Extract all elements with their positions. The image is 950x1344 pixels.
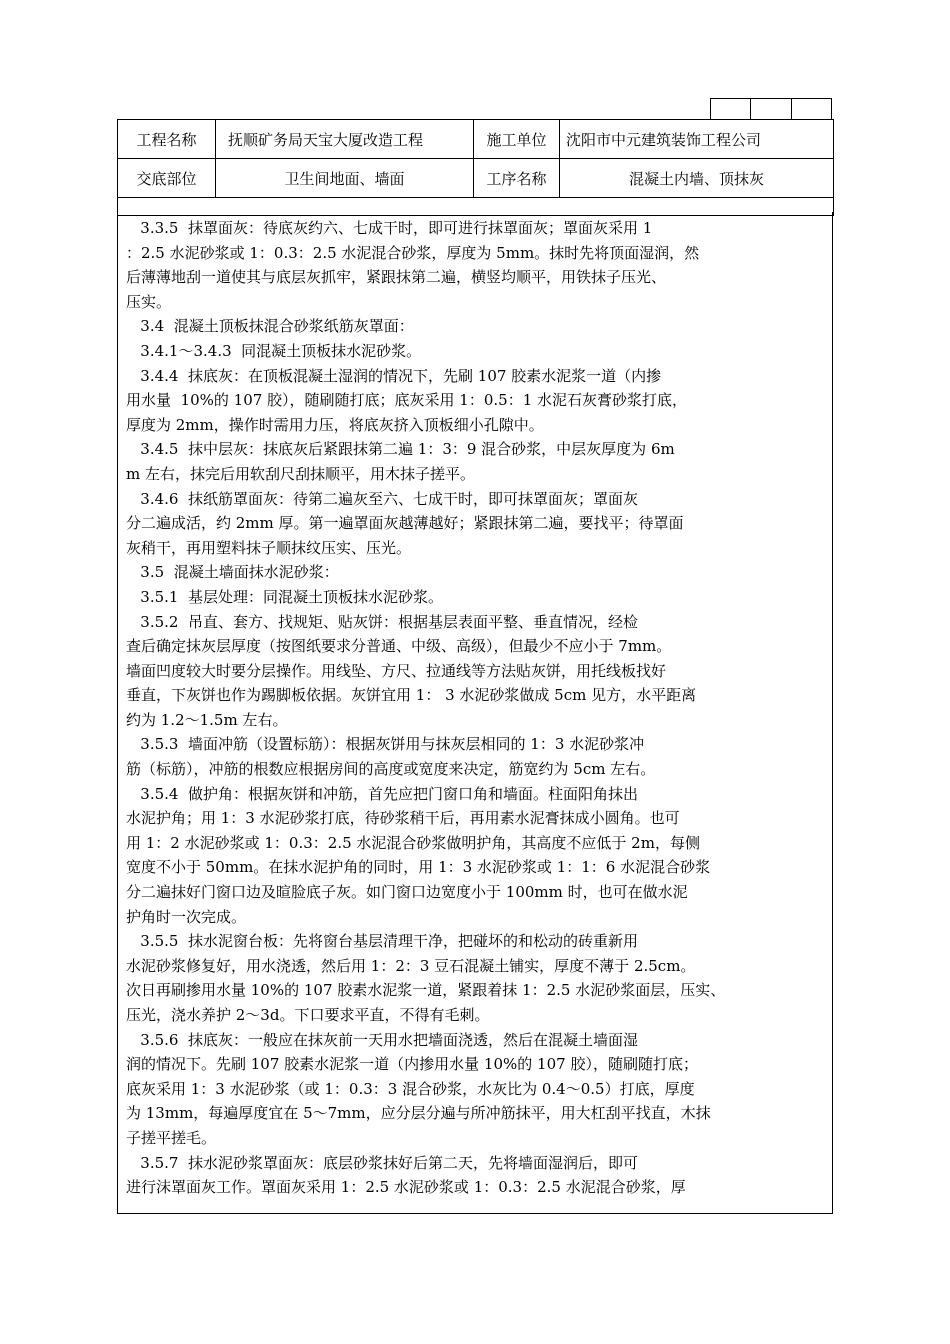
text-line: m 左右，抹完后用软刮尺刮抹顺平，用木抹子搓平。: [126, 464, 475, 483]
project-name: 抚顺矿务局天宝大厦改造工程: [216, 120, 474, 159]
text-line: 3.5.3 墙面冲筋（设置标筋）：根据灰饼用与抹灰层相同的 1：3 水泥砂浆冲: [126, 735, 645, 754]
text-line: 筋（标筋），冲筋的根数应根据房间的高度或宽度来决定，筋宽约为 5cm 左右。: [126, 760, 656, 779]
text-line: 水泥护角；用 1：3 水泥砂浆打底，待砂浆稍干后，再用素水泥膏抹成小圆角。也可: [126, 809, 680, 828]
text-line: 用水量 10%的 107 胶），随刷随打底；底灰采用 1：0.5：1 水泥石灰膏砂浆打底，: [126, 391, 688, 410]
text-line: 子搓平搓毛。: [126, 1128, 217, 1147]
text-line: 次日再刷掺用水量 10%的 107 胶素水泥浆一道，紧跟着抹 1：2.5 水泥砂浆面层，压实、: [126, 981, 726, 1000]
text-line: 3.3.5 抹罩面灰：待底灰约六、七成干时，即可进行抹罩面灰；罩面灰采用 1: [126, 219, 653, 237]
text-line: 3.4.1～3.4.3 同混凝土顶板抹水泥砂浆。: [126, 341, 422, 360]
text-line: 3.5.2 吊直、套方、找规矩、贴灰饼：根据基层表面平整、垂直情况，经检: [126, 612, 639, 631]
text-line: 压实。: [126, 292, 172, 311]
part-label: 交底部位: [118, 159, 216, 198]
text-line: 润的情况下。先刷 107 胶素水泥浆一道（内掺用水量 10%的 107 胶），随刷随打底；: [126, 1055, 698, 1074]
text-line: 水泥砂浆修复好，用水浇透，然后用 1：2：3 豆石混凝土铺实，厚度不薄于 2.5cm。: [126, 956, 696, 975]
text-line: 护角时一次完成。: [126, 907, 247, 926]
text-line: 分二遍成活，约 2mm 厚。第一遍罩面灰越薄越好；紧跟抹第二遍，要找平；待罩面: [126, 514, 684, 533]
process-label: 工序名称: [474, 159, 560, 198]
page-box: [711, 99, 750, 119]
contractor: 沈阳市中元建筑装饰工程公司: [560, 120, 834, 159]
text-line: 后薄薄地刮一道使其与底层灰抓牢，紧跟抹第二遍，横竖均顺平，用铁抹子压光、: [126, 268, 667, 287]
page-box: [791, 99, 831, 119]
text-line: 压光，浇水养护 2～3d。下口要求平直，不得有毛刺。: [126, 1006, 490, 1024]
text-line: 3.5.4 做护角：根据灰饼和冲筋，首先应把门窗口角和墙面。柱面阳角抹出: [126, 784, 639, 803]
text-line: 3.4.5 抹中层灰：抹底灰后紧跟抹第二遍 1：3：9 混合砂浆，中层灰厚度为 6m: [126, 440, 675, 459]
text-line: 厚度为 2mm，操作时需用力压，将底灰挤入顶板细小孔隙中。: [126, 415, 544, 434]
text-line: 灰稍干，再用塑料抹子顺抹纹压实、压光。: [126, 538, 412, 557]
header-table: [117, 119, 834, 216]
text-line: 3.5.7 抹水泥砂浆罩面灰：底层砂浆抹好后第二天，先将墙面湿润后，即可: [126, 1153, 639, 1172]
part: 卫生间地面、墙面: [216, 159, 474, 198]
process: 混凝土内墙、顶抹灰: [560, 159, 834, 198]
text-line: 3.4.6 抹纸筋罩面灰：待第二遍灰至六、七成干时，即可抹罩面灰；罩面灰: [126, 489, 639, 508]
page-box: [750, 99, 790, 119]
text-line: 垂直，下灰饼也作为踢脚板依据。灰饼宜用 1： 3 水泥砂浆做成 5cm 见方，水平距离: [126, 686, 697, 705]
text-line: 分二遍抹好门窗口边及暄脸底子灰。如门窗口边宽度小于 100mm 时，也可在做水泥: [126, 883, 688, 902]
text-line: 墙面凹度较大时要分层操作。用线坠、方尺、拉通线等方法贴灰饼，用托线板找好: [126, 661, 667, 680]
text-line: 进行沫罩面灰工作。罩面灰采用 1：2.5 水泥砂浆或 1：0.3：2.5 水泥混合砂浆，厚: [126, 1178, 686, 1197]
text-line: 为 13mm，每遍厚度宜在 5～7mm，应分层分遍与所冲筋抹平，用大杠刮平找直，木抹: [126, 1104, 711, 1123]
page-number-boxes: [710, 98, 832, 120]
contractor-label: 施工单位: [474, 120, 560, 159]
text-line: 3.5.6 抹底灰：一般应在抹灰前一天用水把墙面浇透，然后在混凝土墙面湿: [126, 1030, 639, 1049]
body-text: [126, 216, 766, 1200]
text-line: 宽度不小于 50mm。在抹水泥护角的同时，用 1：3 水泥砂浆或 1：1：6 水泥混合砂浆: [126, 858, 711, 877]
text-line: 查后确定抹灰层厚度（按图纸要求分普通、中级、高级），但最少不应小于 7mm。: [126, 637, 672, 656]
text-line: 底灰采用 1：3 水泥砂浆（或 1：0.3：3 混合砂浆，水灰比为 0.4～0.5）打底，厚度: [126, 1079, 695, 1098]
text-line: 3.5 混凝土墙面抹水泥砂浆：: [126, 563, 339, 582]
text-line: ：2.5 水泥砂浆或 1：0.3：2.5 水泥混合砂浆，厚度为 5mm。抹时先将顶面湿润，然: [126, 243, 700, 262]
text-line: 3.4.4 抹底灰：在顶板混凝土湿润的情况下，先刷 107 胶素水泥浆一道（内掺: [126, 366, 662, 385]
text-line: 3.5.5 抹水泥窗台板：先将窗台基层清理干净，把碰坏的和松动的砖重新用: [126, 932, 639, 951]
project-name-label: 工程名称: [118, 120, 216, 159]
text-line: 3.5.1 基层处理：同混凝土顶板抹水泥砂浆。: [126, 587, 444, 606]
text-line: 约为 1.2～1.5m 左右。: [126, 710, 288, 729]
text-line: 3.4 混凝土顶板抹混合砂浆纸筋灰罩面：: [126, 317, 414, 336]
text-line: 用 1：2 水泥砂浆或 1：0.3：2.5 水泥混合砂浆做明护角，其高度不应低于 2m，每侧: [126, 833, 700, 852]
